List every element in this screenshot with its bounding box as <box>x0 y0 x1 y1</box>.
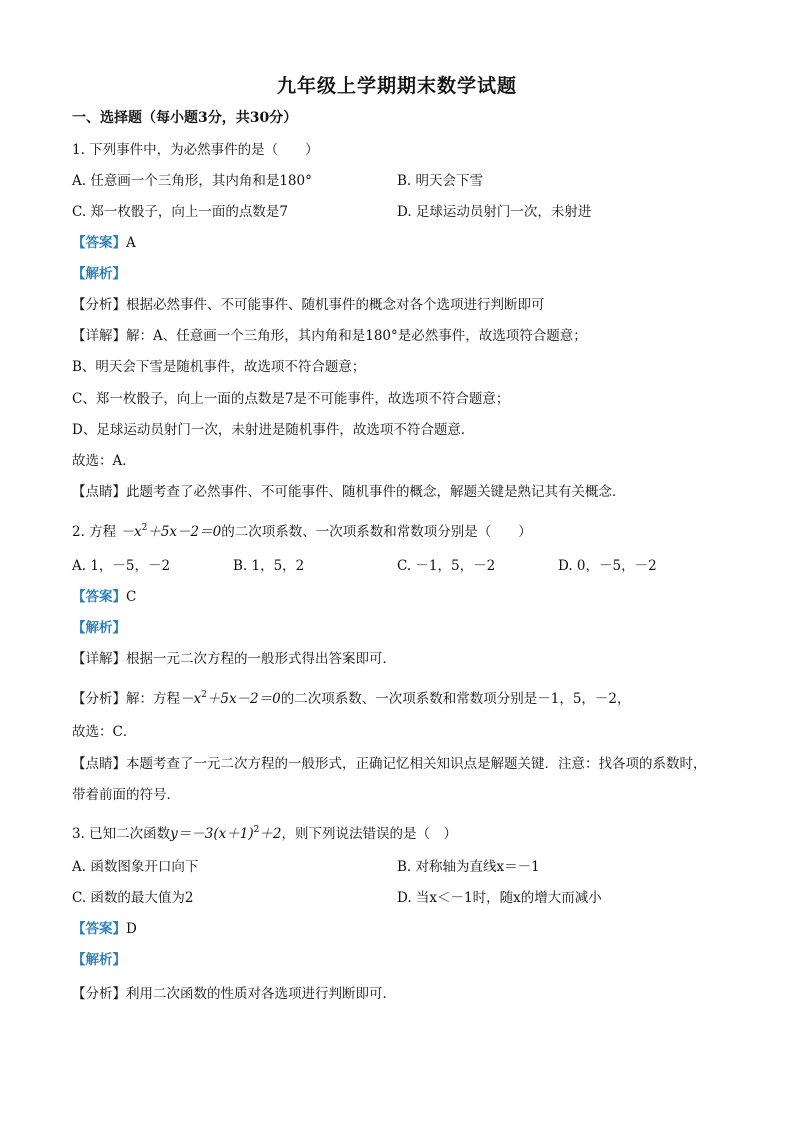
question-2-stem <box>72 519 532 541</box>
fenxi-suffix: 的二次项系数、一次项系数和常数项分别是－1，5，－2， <box>280 691 631 707</box>
answer-tag: 【答案】 <box>72 589 126 605</box>
answer-value: D <box>126 921 137 937</box>
question-1-dianjing <box>72 483 626 501</box>
question-1-option-c: C. 郑一枚骰子，向上一面的点数是7 <box>72 204 289 220</box>
fenxi-tag: 【分析】 <box>72 986 126 1002</box>
equation-part-1: －x <box>120 524 142 540</box>
question-3-answer <box>72 920 137 938</box>
answer-tag: 【答案】 <box>72 235 126 251</box>
equation-part-2: ＋5x－2＝0 <box>206 691 281 707</box>
question-2-option-d: D. 0，－5，－2 <box>558 558 657 574</box>
equation-part-1: y＝－3(x＋1) <box>170 826 254 842</box>
fenxi-text: 根据必然事件、不可能事件、随机事件的概念对各个选项进行判断即可 <box>126 297 545 313</box>
dianjing-text: 此题考查了必然事件、不可能事件、随机事件的概念，解题关键是熟记其有关概念． <box>126 484 626 500</box>
question-3-option-b: B. 对称轴为直线x＝－1 <box>397 859 540 875</box>
stem-suffix: 的二次项系数、一次项系数和常数项分别是（ ） <box>221 524 532 540</box>
question-3-option-c: C. 函数的最大值为2 <box>72 890 194 906</box>
dianjing-tag: 【点睛】 <box>72 484 126 500</box>
dianjing-text: 本题考查了一元二次方程的一般形式，正确记忆相关知识点是解题关键．注意：找各项的系数时， <box>126 756 707 772</box>
equation-part-2: ＋5x－2＝0 <box>147 524 222 540</box>
equation-exponent: 2 <box>253 825 260 835</box>
question-2-answer <box>72 588 136 606</box>
equation-exponent: 2 <box>141 523 148 533</box>
question-1-fenxi <box>72 296 545 314</box>
xiangjie-tag: 【详解】 <box>72 328 126 344</box>
question-3-option-d: D. 当x＜－1时，随x的增大而减小 <box>397 890 602 906</box>
question-3-analysis-heading <box>72 951 126 969</box>
question-2-choose: 故选：C． <box>72 724 137 740</box>
question-1-analysis-heading <box>72 265 126 283</box>
equation <box>170 826 281 842</box>
stem-prefix: 3. 已知二次函数 <box>72 826 171 842</box>
question-1-option-b: B. 明天会下雪 <box>397 173 484 189</box>
analysis-tag: 【解析】 <box>72 266 126 282</box>
question-1-explain-c: C、郑一枚骰子，向上一面的点数是7是不可能事件，故选项不符合题意； <box>72 391 510 407</box>
question-3-stem <box>72 821 457 843</box>
question-1-option-d: D. 足球运动员射门一次，未射进 <box>397 204 592 220</box>
question-1-option-a: A. 任意画一个三角形，其内角和是180° <box>72 173 312 189</box>
equation-exponent: 2 <box>201 690 207 700</box>
equation-part-1: －x <box>180 691 202 707</box>
question-3-option-a: A. 函数图象开口向下 <box>72 859 199 875</box>
fenxi-text: 利用二次函数的性质对各选项进行判断即可． <box>126 986 396 1002</box>
question-2-dianjing <box>72 755 707 773</box>
question-1-choose: 故选：A． <box>72 453 136 469</box>
question-2-analysis-heading <box>72 619 126 637</box>
equation <box>120 524 221 540</box>
question-2-dianjing-cont: 带着前面的符号． <box>72 787 180 803</box>
question-2-xiangjie <box>72 650 396 668</box>
section-heading: 一、选择题（每小题3分，共30分） <box>72 110 298 126</box>
question-1-explain-b: B、明天会下雪是随机事件，故选项不符合题意； <box>72 359 366 375</box>
question-3-fenxi <box>72 985 396 1003</box>
fenxi-prefix: 解：方程 <box>126 691 180 707</box>
question-1-xiangjie <box>72 327 587 345</box>
equation <box>180 691 281 707</box>
equation-part-2: ＋2 <box>259 826 282 842</box>
question-2-option-b: B. 1，5，2 <box>233 558 305 574</box>
question-2-option-c: C. －1，5，－2 <box>397 558 496 574</box>
stem-prefix: 2. 方程 <box>72 524 117 540</box>
analysis-tag: 【解析】 <box>72 620 126 636</box>
question-1-stem: 1. 下列事件中，为必然事件的是（ ） <box>72 142 319 158</box>
question-1-explain-d: D、足球运动员射门一次，未射进是随机事件，故选项不符合题意． <box>72 422 475 438</box>
question-2-option-a: A. 1，－5，－2 <box>72 558 171 574</box>
dianjing-tag: 【点睛】 <box>72 756 126 772</box>
stem-suffix: ，则下列说法错误的是（ ） <box>281 826 457 842</box>
xiangjie-tag: 【详解】 <box>72 651 126 667</box>
analysis-tag: 【解析】 <box>72 952 126 968</box>
answer-value: A <box>126 235 136 251</box>
answer-tag: 【答案】 <box>72 921 126 937</box>
xiangjie-text: 根据一元二次方程的一般形式得出答案即可． <box>126 651 396 667</box>
question-1-answer <box>72 234 136 252</box>
question-2-fenxi <box>72 686 631 708</box>
answer-value: C <box>126 589 137 605</box>
page-title: 九年级上学期期末数学试题 <box>276 75 517 97</box>
xiangjie-text: 解：A、任意画一个三角形，其内角和是180°是必然事件，故选项符合题意； <box>126 328 587 344</box>
fenxi-tag: 【分析】 <box>72 691 126 707</box>
fenxi-tag: 【分析】 <box>72 297 126 313</box>
